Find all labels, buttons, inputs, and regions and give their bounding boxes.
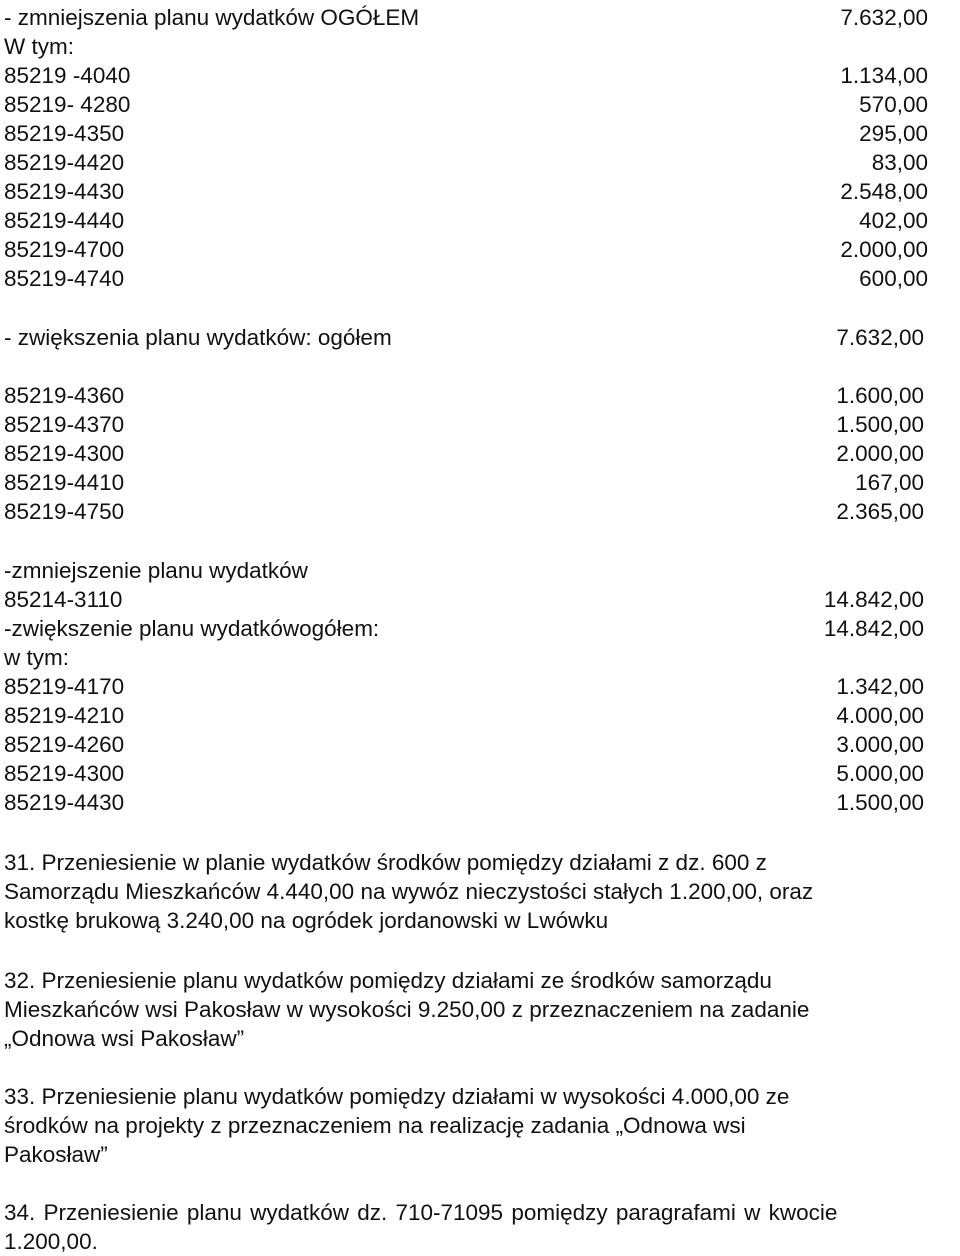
sec3-heading: -zmniejszenie planu wydatków	[4, 558, 308, 583]
sec2-row-code: 85219-4300	[4, 441, 125, 466]
sec2-row-amount: 167,00	[855, 470, 924, 495]
sec2-heading-amount: 7.632,00	[836, 325, 924, 350]
paragraph-line: Mieszkańców wsi Pakosław w wysokości 9.250,00 z przeznaczeniem na zadanie	[4, 997, 810, 1022]
sec3-row-amount: 5.000,00	[836, 761, 924, 786]
sec1-row-amount: 1.134,00	[840, 63, 928, 88]
paragraph-32	[4, 966, 924, 1053]
sec3-row-code: 85219-4260	[4, 732, 125, 757]
sec1-row-code: 85219-4440	[4, 208, 125, 233]
sec3-row-code: 85219-4430	[4, 790, 125, 815]
sec1-row-amount: 600,00	[859, 266, 928, 291]
sec1-row-amount: 2.000,00	[840, 237, 928, 262]
sec1-row-amount: 570,00	[859, 92, 928, 117]
sec1-w-tym: W tym:	[4, 34, 74, 59]
sec1-heading-amount: 7.632,00	[840, 5, 928, 30]
paragraph-line: 34. Przeniesienie planu wydatków dz. 710-71095 pomiędzy paragrafami w kwocie	[4, 1200, 838, 1225]
sec3-code: 85214-3110	[4, 587, 123, 612]
paragraph-line: 33. Przeniesienie planu wydatków pomiędzy działami w wysokości 4.000,00 ze	[4, 1084, 790, 1109]
paragraph-line: „Odnowa wsi Pakosław”	[4, 1026, 245, 1051]
sec2-row-code: 85219-4410	[4, 470, 125, 495]
sec3-row-amount: 3.000,00	[836, 732, 924, 757]
sec2-row-amount: 2.365,00	[836, 499, 924, 524]
sec3-row-code: 85219-4210	[4, 703, 125, 728]
paragraph-line: 1.200,00.	[4, 1229, 98, 1254]
sec3-row-amount: 1.500,00	[836, 790, 924, 815]
sec3-row-code: 85219-4170	[4, 674, 125, 699]
sec3-row-amount: 1.342,00	[836, 674, 924, 699]
paragraph-line: kostkę brukową 3.240,00 na ogródek jordanowski w Lwówku	[4, 908, 609, 933]
sec1-row-code: 85219- 4280	[4, 92, 131, 117]
paragraph-33	[4, 1082, 924, 1169]
sec1-row-amount: 402,00	[859, 208, 928, 233]
sec3-increase-heading: -zwiększenie planu wydatkówogółem:	[4, 616, 380, 641]
paragraph-line: Samorządu Mieszkańców 4.440,00 na wywóz nieczystości stałych 1.200,00, oraz	[4, 879, 814, 904]
sec1-row-code: 85219-4350	[4, 121, 125, 146]
sec1-row-code: 85219-4740	[4, 266, 125, 291]
sec2-row-amount: 2.000,00	[836, 441, 924, 466]
sec1-row-code: 85219-4420	[4, 150, 125, 175]
sec2-row-amount: 1.500,00	[836, 412, 924, 437]
sec1-row-code: 85219-4700	[4, 237, 125, 262]
sec3-row-code: 85219-4300	[4, 761, 125, 786]
sec2-row-code: 85219-4750	[4, 499, 125, 524]
paragraph-line: środków na projekty z przeznaczeniem na realizację zadania „Odnowa wsi	[4, 1113, 746, 1138]
sec3-amount: 14.842,00	[823, 587, 924, 612]
sec1-heading: - zmniejszenia planu wydatków OGÓŁEM	[4, 5, 420, 30]
paragraph-line: 32. Przeniesienie planu wydatków pomiędzy działami ze środków samorządu	[4, 968, 772, 993]
paragraph-line: Pakosław”	[4, 1142, 108, 1167]
sec1-row-amount: 83,00	[871, 150, 928, 175]
sec1-row-code: 85219 -4040	[4, 63, 131, 88]
sec2-row-code: 85219-4370	[4, 412, 125, 437]
sec2-heading: - zwiększenia planu wydatków: ogółem	[4, 325, 392, 350]
sec2-row-code: 85219-4360	[4, 383, 125, 408]
sec3-increase-amount: 14.842,00	[823, 616, 924, 641]
paragraph-line: 31. Przeniesienie w planie wydatków środków pomiędzy działami z dz. 600 z	[4, 850, 767, 875]
sec3-w-tym: w tym:	[4, 645, 69, 670]
paragraph-31	[4, 848, 924, 935]
sec3-row-amount: 4.000,00	[836, 703, 924, 728]
paragraph-34	[4, 1198, 924, 1256]
sec1-row-amount: 295,00	[859, 121, 928, 146]
sec2-row-amount: 1.600,00	[836, 383, 924, 408]
sec1-row-code: 85219-4430	[4, 179, 125, 204]
sec1-row-amount: 2.548,00	[840, 179, 928, 204]
